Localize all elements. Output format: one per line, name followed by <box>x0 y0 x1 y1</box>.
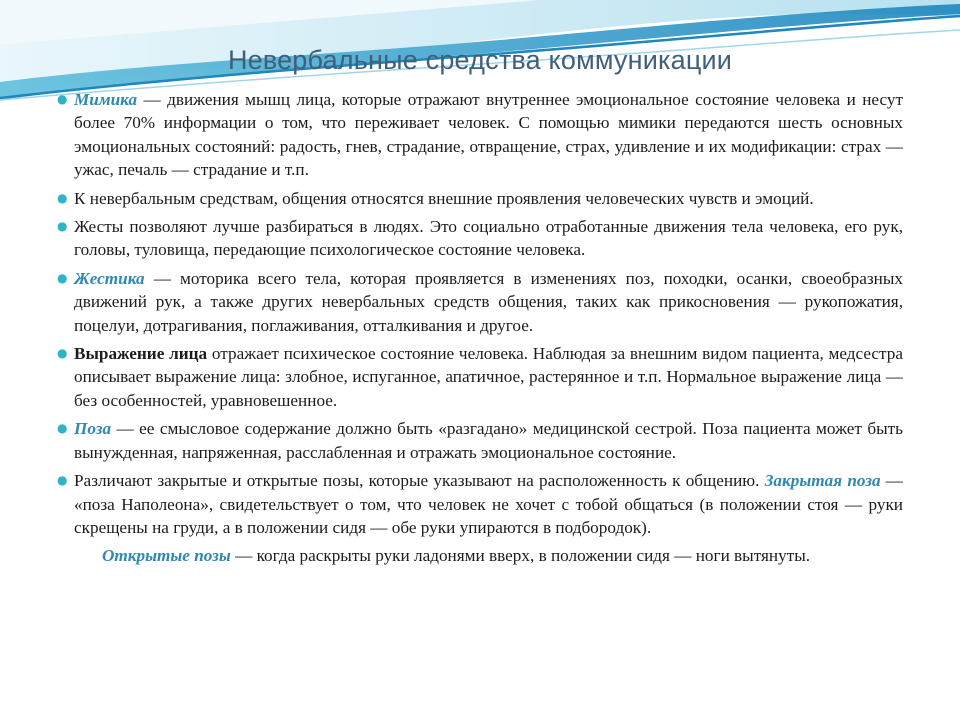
bullet-circle-icon: ● <box>57 473 68 488</box>
item-text: — движения мышц лица, которые отражают внутреннее эмоциональное состояние человека и несут более 70% информации о том, что переживает человек. С помощью мимики передаются шесть основных эмоциональных состояний: радость, гнев, страдание, отвращение, страх, удивление и их модификации: страх — ужас, печаль — страдание и т.п. <box>74 90 903 180</box>
bullet-circle-icon: ● <box>57 190 68 205</box>
list-item <box>57 417 903 464</box>
item-text: — ее смысловое содержание должно быть «разгадано» медицинской сестрой. Поза пациента может быть вынужденная, напряженная, расслабленная и отражать эмоциональное состояние. <box>74 419 903 462</box>
bullet-circle-icon: ● <box>57 421 68 436</box>
item-text: К невербальным средствам, общения относятся внешние проявления человеческих чувств и эмоций. <box>74 188 814 208</box>
list-item <box>57 544 903 567</box>
term-mimika: Мимика <box>74 90 138 109</box>
term-vyrazhenie-litsa: Выражение лица <box>74 344 208 364</box>
item-text: — моторика всего тела, которая проявляется в изменениях поз, походки, осанки, своеобразных движений рук, а также других невербальных средств общения, таких как прикосновения — рукопожатия, поцелуи, дотрагивания, поглаживания, отталкивания и другое. <box>74 268 903 335</box>
bullet-circle-icon: ● <box>57 270 68 285</box>
item-text: — когда раскрыты руки ладонями вверх, в положении сидя — ноги вытянуты. <box>230 546 811 566</box>
term-otkrytye-pozy: Открытые позы <box>102 546 231 566</box>
bullet-circle-icon: ● <box>57 219 68 234</box>
term-zakrytaya-poza: Закрытая поза <box>764 471 881 491</box>
list-item <box>57 187 903 210</box>
term-poza: Поза <box>74 419 112 439</box>
item-text: — «поза Наполеона», свидетельствует о том, что человек не хочет с тобой общаться (в положении стоя — руки скрещены на груди, а в положении сидя — обе руки упираются в подбородок). <box>74 471 903 537</box>
slide-content <box>57 88 903 573</box>
item-text: отражает психическое состояние человека. Наблюдая за внешним видом пациента, медсестра описывает выражение лица: злобное, испуганное, апатичное, растерянное и т.п. Нормальное выражение лица — без особенностей, уравновешенное. <box>74 344 903 410</box>
item-text: Жесты позволяют лучше разбираться в людях. Это социально отработанные движения тела человека, его рук, головы, туловища, передающие психологическое состояние человека. <box>74 217 903 260</box>
list-item <box>57 215 903 262</box>
slide-title: Невербальные средства коммуникации <box>227 45 733 75</box>
bullet-circle-icon: ● <box>57 346 68 361</box>
list-item <box>57 88 903 182</box>
item-text: Различают закрытые и открытые позы, которые указывают на расположенность к общению. <box>74 471 760 491</box>
term-zhestika: Жестика <box>74 268 145 288</box>
list-item <box>57 342 903 412</box>
bullet-circle-icon: ● <box>57 92 68 106</box>
list-item <box>57 267 903 337</box>
list-item <box>57 469 903 539</box>
